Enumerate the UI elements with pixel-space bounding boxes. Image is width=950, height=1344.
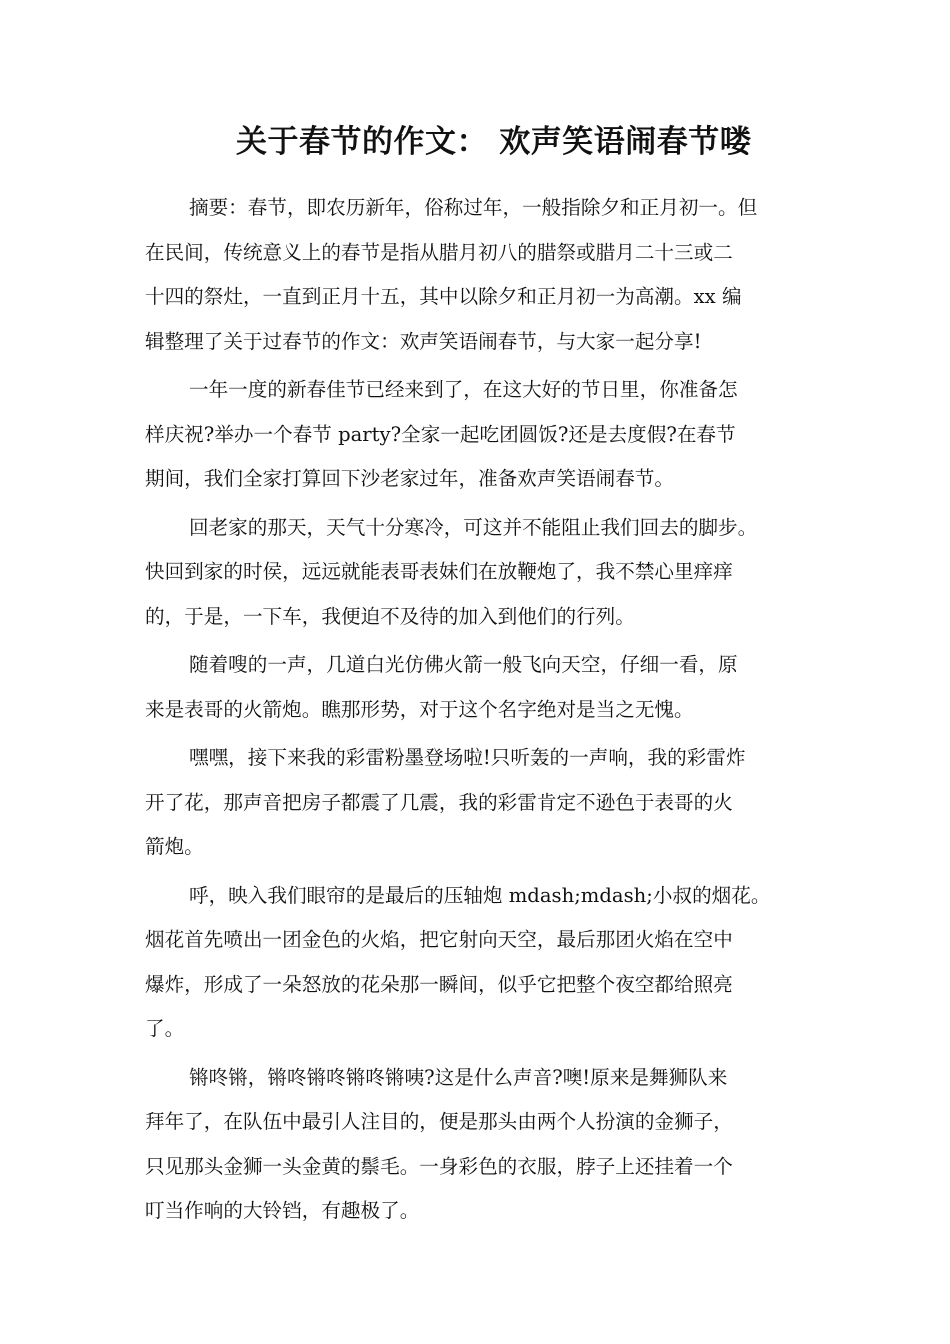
paragraph	[145, 874, 815, 1052]
paragraph-line: 随着嗖的一声，几道白光仿佛火箭一般飞向天空，仔细一看，原	[189, 653, 738, 676]
paragraph-line: 爆炸，形成了一朵怒放的花朵那一瞬间，似乎它把整个夜空都给照亮	[145, 972, 733, 996]
paragraph	[145, 506, 815, 640]
paragraph-line: 锵咚锵，锵咚锵咚锵咚锵咦?这是什么声音?噢!原来是舞狮队来	[189, 1065, 728, 1089]
paragraph-line: 拜年了，在队伍中最引人注目的，便是那头由两个人扮演的金狮子，	[145, 1110, 733, 1133]
paragraph-line: 叮当作响的大铃铛，有趣极了。	[145, 1199, 420, 1222]
paragraph-line: 呼，映入我们眼帘的是最后的压轴炮 mdash;mdash;小叔的烟花。	[189, 883, 771, 907]
paragraph-line: 只见那头金狮一头金黄的鬃毛。一身彩色的衣服，脖子上还挂着一个	[145, 1154, 733, 1178]
paragraph-line: 来是表哥的火箭炮。瞧那形势，对于这个名字绝对是当之无愧。	[145, 697, 694, 721]
paragraph-line: 开了花，那声音把房子都震了几震，我的彩雷肯定不逊色于表哥的火	[145, 790, 733, 814]
paragraph-line: 样庆祝?举办一个春节 party?全家一起吃团圆饭?还是去度假?在春节	[145, 422, 736, 446]
paragraph-line: 嘿嘿，接下来我的彩雷粉墨登场啦!只听轰的一声响，我的彩雷炸	[189, 746, 746, 769]
paragraph-line: 一年一度的新春佳节已经来到了，在这大好的节日里，你准备怎	[189, 378, 738, 401]
paragraph-line: 箭炮。	[145, 835, 204, 858]
paragraph	[145, 368, 815, 502]
paragraph-line: 回老家的那天，天气十分寒冷，可这并不能阻止我们回去的脚步。	[189, 515, 758, 539]
paragraph	[145, 643, 815, 732]
paragraph-line: 的，于是，一下车，我便迫不及待的加入到他们的行列。	[145, 604, 635, 628]
paragraph	[145, 1056, 815, 1234]
paragraph-line: 烟花首先喷出一团金色的火焰，把它射向天空，最后那团火焰在空中	[145, 928, 733, 951]
paragraph-line: 了。	[145, 1017, 185, 1040]
paragraph-line: 辑整理了关于过春节的作文：欢声笑语闹春节，与大家一起分享!	[145, 329, 702, 353]
document-title: 关于春节的作文： 欢声笑语闹春节喽	[236, 124, 752, 160]
paragraph-abstract	[145, 186, 815, 364]
document-body	[145, 186, 815, 1234]
paragraph-line: 在民间，传统意义上的春节是指从腊月初八的腊祭或腊月二十三或二	[145, 240, 733, 264]
paragraph	[145, 736, 815, 870]
paragraph-line: 快回到家的时侯，远远就能表哥表妹们在放鞭炮了，我不禁心里痒痒	[145, 560, 733, 583]
paragraph-line: 期间，我们全家打算回下沙老家过年，准备欢声笑语闹春节。	[145, 467, 675, 490]
paragraph-line: 十四的祭灶，一直到正月十五，其中以除夕和正月初一为高潮。xx 编	[145, 285, 742, 308]
paragraph-line: 摘要：春节，即农历新年，俗称过年，一般指除夕和正月初一。但	[189, 196, 758, 219]
